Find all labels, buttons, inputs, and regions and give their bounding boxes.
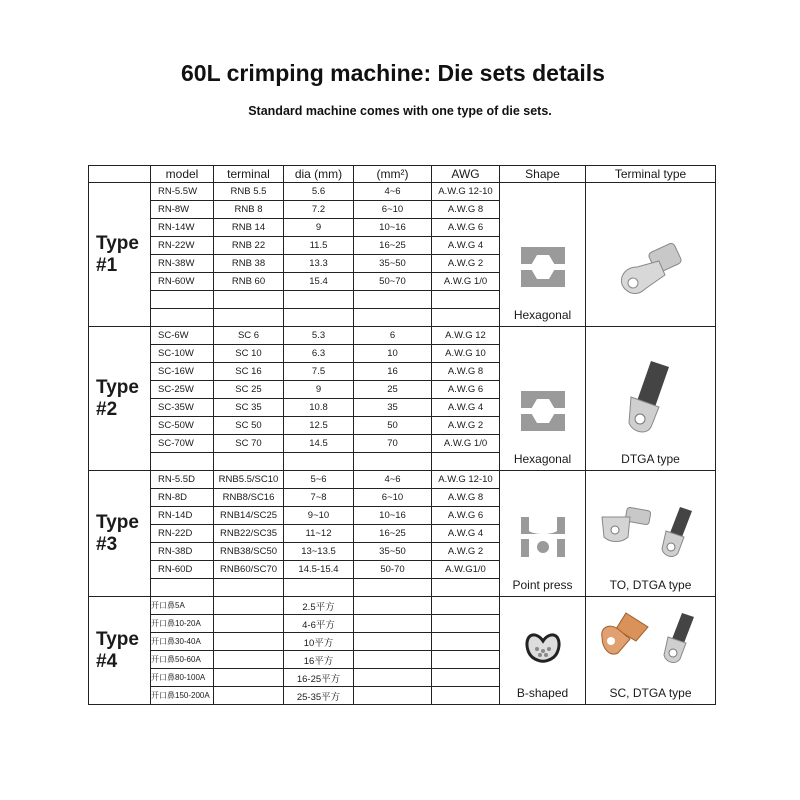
cell-dia: 2.5平方 bbox=[284, 597, 354, 615]
cell-model: RN-5.5W bbox=[151, 183, 214, 201]
cell-awg: A.W.G 12-10 bbox=[432, 183, 500, 201]
cell-dia: 9~10 bbox=[284, 507, 354, 525]
cell-terminal: RNB60/SC70 bbox=[214, 561, 284, 579]
terminal-type-cell bbox=[586, 183, 716, 327]
cell-model: SC-10W bbox=[151, 345, 214, 363]
type-label-word: Type bbox=[96, 511, 139, 533]
cell-terminal bbox=[214, 597, 284, 615]
cell-awg bbox=[432, 633, 500, 651]
cell-awg bbox=[432, 687, 500, 705]
cell-awg bbox=[432, 291, 500, 309]
cell-dia: 10.8 bbox=[284, 399, 354, 417]
cell-awg bbox=[432, 651, 500, 669]
shape-label: Point press bbox=[512, 578, 573, 592]
cell-terminal: RNB 14 bbox=[214, 219, 284, 237]
cell-terminal: RNB14/SC25 bbox=[214, 507, 284, 525]
terminal-type-label: TO, DTGA type bbox=[609, 578, 692, 592]
cell-terminal: RNB 8 bbox=[214, 201, 284, 219]
terminal-type-label: SC, DTGA type bbox=[609, 686, 692, 700]
cell-awg bbox=[432, 669, 500, 687]
cell-mm2: 10~16 bbox=[354, 507, 432, 525]
hexagonal-die-icon bbox=[500, 391, 585, 434]
cell-dia: 13.3 bbox=[284, 255, 354, 273]
sc-dtga-terminals-icon bbox=[586, 607, 715, 674]
cell-terminal: SC 50 bbox=[214, 417, 284, 435]
shape-cell bbox=[500, 597, 586, 705]
cell-awg: A.W.G 8 bbox=[432, 489, 500, 507]
cell-mm2: 25 bbox=[354, 381, 432, 399]
cell-model: SC-50W bbox=[151, 417, 214, 435]
cell-model: RN-38W bbox=[151, 255, 214, 273]
cell-awg: A.W.G 8 bbox=[432, 363, 500, 381]
to-dtga-terminals-icon bbox=[586, 503, 715, 566]
cell-terminal: SC 35 bbox=[214, 399, 284, 417]
cell-terminal: RNB8/SC16 bbox=[214, 489, 284, 507]
terminal-type-label: DTGA type bbox=[621, 452, 680, 466]
cell-awg bbox=[432, 615, 500, 633]
cell-awg: A.W.G 2 bbox=[432, 543, 500, 561]
cell-dia: 11.5 bbox=[284, 237, 354, 255]
cell-model: RN-60D bbox=[151, 561, 214, 579]
terminal-type-cell bbox=[586, 327, 716, 471]
cell-awg bbox=[432, 453, 500, 471]
cell-dia: 16-25平方 bbox=[284, 669, 354, 687]
cell-mm2: 16 bbox=[354, 363, 432, 381]
point-press-die-icon bbox=[500, 517, 585, 560]
cell-terminal: RNB 60 bbox=[214, 273, 284, 291]
cell-mm2: 35~50 bbox=[354, 255, 432, 273]
cell-model bbox=[151, 309, 214, 327]
cell-dia bbox=[284, 309, 354, 327]
cell-dia: 16平方 bbox=[284, 651, 354, 669]
type-header-cell bbox=[89, 166, 151, 183]
shape-label: Hexagonal bbox=[513, 308, 572, 322]
cell-model: RN-8W bbox=[151, 201, 214, 219]
type-label-number: #3 bbox=[96, 533, 118, 555]
cell-model bbox=[151, 453, 214, 471]
cell-mm2 bbox=[354, 687, 432, 705]
cell-dia: 9 bbox=[284, 381, 354, 399]
cell-dia: 10平方 bbox=[284, 633, 354, 651]
cell-awg: A.W.G1/0 bbox=[432, 561, 500, 579]
cell-dia bbox=[284, 453, 354, 471]
cell-model: 开口鼻5A bbox=[151, 597, 214, 615]
col-header-model: model bbox=[151, 166, 214, 183]
cell-model: SC-35W bbox=[151, 399, 214, 417]
cell-model: RN-60W bbox=[151, 273, 214, 291]
sc-lug-icon bbox=[586, 357, 715, 440]
cell-mm2: 6 bbox=[354, 327, 432, 345]
shape-label: B-shaped bbox=[516, 686, 569, 700]
cell-model: RN-14D bbox=[151, 507, 214, 525]
cell-awg: A.W.G 6 bbox=[432, 507, 500, 525]
cell-mm2 bbox=[354, 615, 432, 633]
type-label-number: #4 bbox=[96, 650, 118, 672]
col-header-terminal-type: Terminal type bbox=[586, 166, 716, 183]
cell-dia: 5.3 bbox=[284, 327, 354, 345]
cell-mm2: 10 bbox=[354, 345, 432, 363]
table-row bbox=[89, 471, 716, 489]
cell-dia: 14.5 bbox=[284, 435, 354, 453]
cell-dia: 15.4 bbox=[284, 273, 354, 291]
table-row bbox=[89, 183, 716, 201]
b-shaped-die-icon bbox=[500, 629, 585, 668]
col-header-terminal: terminal bbox=[214, 166, 284, 183]
cell-model: RN-38D bbox=[151, 543, 214, 561]
cell-dia bbox=[284, 291, 354, 309]
cell-awg: A.W.G 4 bbox=[432, 525, 500, 543]
shape-cell bbox=[500, 183, 586, 327]
cell-terminal bbox=[214, 633, 284, 651]
table-row bbox=[89, 327, 716, 345]
cell-model: SC-6W bbox=[151, 327, 214, 345]
cell-mm2: 50~70 bbox=[354, 273, 432, 291]
cell-terminal bbox=[214, 453, 284, 471]
cell-terminal: SC 70 bbox=[214, 435, 284, 453]
cell-mm2: 16~25 bbox=[354, 237, 432, 255]
cell-awg: A.W.G 1/0 bbox=[432, 273, 500, 291]
cell-model: RN-8D bbox=[151, 489, 214, 507]
cell-dia: 5.6 bbox=[284, 183, 354, 201]
col-header-shape: Shape bbox=[500, 166, 586, 183]
cell-terminal: RNB 38 bbox=[214, 255, 284, 273]
cell-mm2: 6~10 bbox=[354, 489, 432, 507]
type-label-number: #1 bbox=[96, 254, 118, 276]
page-subtitle: Standard machine comes with one type of die sets. bbox=[248, 104, 552, 118]
cell-mm2: 70 bbox=[354, 435, 432, 453]
terminal-type-cell bbox=[586, 471, 716, 597]
cell-awg bbox=[432, 597, 500, 615]
cell-terminal: SC 10 bbox=[214, 345, 284, 363]
cell-model: 开口鼻80-100A bbox=[151, 669, 214, 687]
cell-mm2 bbox=[354, 651, 432, 669]
type-label bbox=[89, 597, 151, 705]
cell-terminal: RNB5.5/SC10 bbox=[214, 471, 284, 489]
cell-terminal bbox=[214, 651, 284, 669]
cell-model: 开口鼻50-60A bbox=[151, 651, 214, 669]
cell-mm2: 35~50 bbox=[354, 543, 432, 561]
table-header-row bbox=[89, 166, 716, 183]
cell-awg: A.W.G 12 bbox=[432, 327, 500, 345]
cell-mm2: 16~25 bbox=[354, 525, 432, 543]
hexagonal-die-icon bbox=[500, 247, 585, 290]
cell-model: SC-70W bbox=[151, 435, 214, 453]
cell-dia: 7.5 bbox=[284, 363, 354, 381]
cell-terminal bbox=[214, 291, 284, 309]
col-header-dia: dia (mm) bbox=[284, 166, 354, 183]
cell-dia: 5~6 bbox=[284, 471, 354, 489]
cell-dia: 11~12 bbox=[284, 525, 354, 543]
cell-awg: A.W.G 6 bbox=[432, 381, 500, 399]
cell-model: SC-16W bbox=[151, 363, 214, 381]
type-label-word: Type bbox=[96, 628, 139, 650]
cell-dia: 7~8 bbox=[284, 489, 354, 507]
type-label bbox=[89, 327, 151, 471]
cell-awg: A.W.G 2 bbox=[432, 255, 500, 273]
cell-mm2 bbox=[354, 291, 432, 309]
cell-mm2: 6~10 bbox=[354, 201, 432, 219]
cell-model: 开口鼻10-20A bbox=[151, 615, 214, 633]
cell-dia: 4-6平方 bbox=[284, 615, 354, 633]
shape-cell bbox=[500, 471, 586, 597]
type-label-word: Type bbox=[96, 232, 139, 254]
type-label bbox=[89, 471, 151, 597]
cell-terminal: RNB38/SC50 bbox=[214, 543, 284, 561]
cell-awg: A.W.G 4 bbox=[432, 237, 500, 255]
type-label-number: #2 bbox=[96, 398, 118, 420]
cell-dia: 6.3 bbox=[284, 345, 354, 363]
cell-mm2: 35 bbox=[354, 399, 432, 417]
cell-terminal: RNB 22 bbox=[214, 237, 284, 255]
cell-dia: 13~13.5 bbox=[284, 543, 354, 561]
cell-awg: A.W.G 6 bbox=[432, 219, 500, 237]
cell-model: RN-14W bbox=[151, 219, 214, 237]
cell-dia: 7.2 bbox=[284, 201, 354, 219]
cell-awg bbox=[432, 579, 500, 597]
cell-model: 开口鼻150-200A bbox=[151, 687, 214, 705]
cell-awg: A.W.G 8 bbox=[432, 201, 500, 219]
cell-terminal bbox=[214, 669, 284, 687]
cell-terminal: SC 6 bbox=[214, 327, 284, 345]
cell-dia: 25-35平方 bbox=[284, 687, 354, 705]
cell-terminal: RNB22/SC35 bbox=[214, 525, 284, 543]
cell-terminal bbox=[214, 687, 284, 705]
cell-model bbox=[151, 579, 214, 597]
cell-dia: 12.5 bbox=[284, 417, 354, 435]
cell-mm2 bbox=[354, 453, 432, 471]
cell-mm2: 10~16 bbox=[354, 219, 432, 237]
cell-awg: A.W.G 12-10 bbox=[432, 471, 500, 489]
cell-model: 开口鼻30-40A bbox=[151, 633, 214, 651]
cell-mm2 bbox=[354, 309, 432, 327]
cell-terminal: RNB 5.5 bbox=[214, 183, 284, 201]
cell-mm2: 4~6 bbox=[354, 183, 432, 201]
cell-awg: A.W.G 4 bbox=[432, 399, 500, 417]
cell-terminal: SC 16 bbox=[214, 363, 284, 381]
cell-dia: 9 bbox=[284, 219, 354, 237]
rnb-ring-terminal-icon bbox=[586, 237, 715, 310]
cell-model: RN-22D bbox=[151, 525, 214, 543]
cell-model: SC-25W bbox=[151, 381, 214, 399]
cell-model bbox=[151, 291, 214, 309]
cell-mm2 bbox=[354, 669, 432, 687]
cell-mm2: 50-70 bbox=[354, 561, 432, 579]
cell-awg bbox=[432, 309, 500, 327]
col-header-mm2: (mm²) bbox=[354, 166, 432, 183]
cell-terminal bbox=[214, 615, 284, 633]
cell-mm2: 50 bbox=[354, 417, 432, 435]
terminal-type-cell bbox=[586, 597, 716, 705]
cell-model: RN-22W bbox=[151, 237, 214, 255]
type-label bbox=[89, 183, 151, 327]
cell-terminal: SC 25 bbox=[214, 381, 284, 399]
type-label-word: Type bbox=[96, 376, 139, 398]
cell-dia: 14.5-15.4 bbox=[284, 561, 354, 579]
cell-mm2 bbox=[354, 633, 432, 651]
table-row bbox=[89, 597, 716, 615]
col-header-awg: AWG bbox=[432, 166, 500, 183]
shape-label: Hexagonal bbox=[513, 452, 572, 466]
cell-terminal bbox=[214, 309, 284, 327]
cell-terminal bbox=[214, 579, 284, 597]
die-sets-table bbox=[88, 165, 716, 705]
page-title: 60L crimping machine: Die sets details bbox=[181, 60, 605, 86]
cell-awg: A.W.G 1/0 bbox=[432, 435, 500, 453]
cell-awg: A.W.G 10 bbox=[432, 345, 500, 363]
cell-mm2: 4~6 bbox=[354, 471, 432, 489]
cell-mm2 bbox=[354, 579, 432, 597]
shape-cell bbox=[500, 327, 586, 471]
cell-model: RN-5.5D bbox=[151, 471, 214, 489]
cell-dia bbox=[284, 579, 354, 597]
cell-mm2 bbox=[354, 597, 432, 615]
cell-awg: A.W.G 2 bbox=[432, 417, 500, 435]
